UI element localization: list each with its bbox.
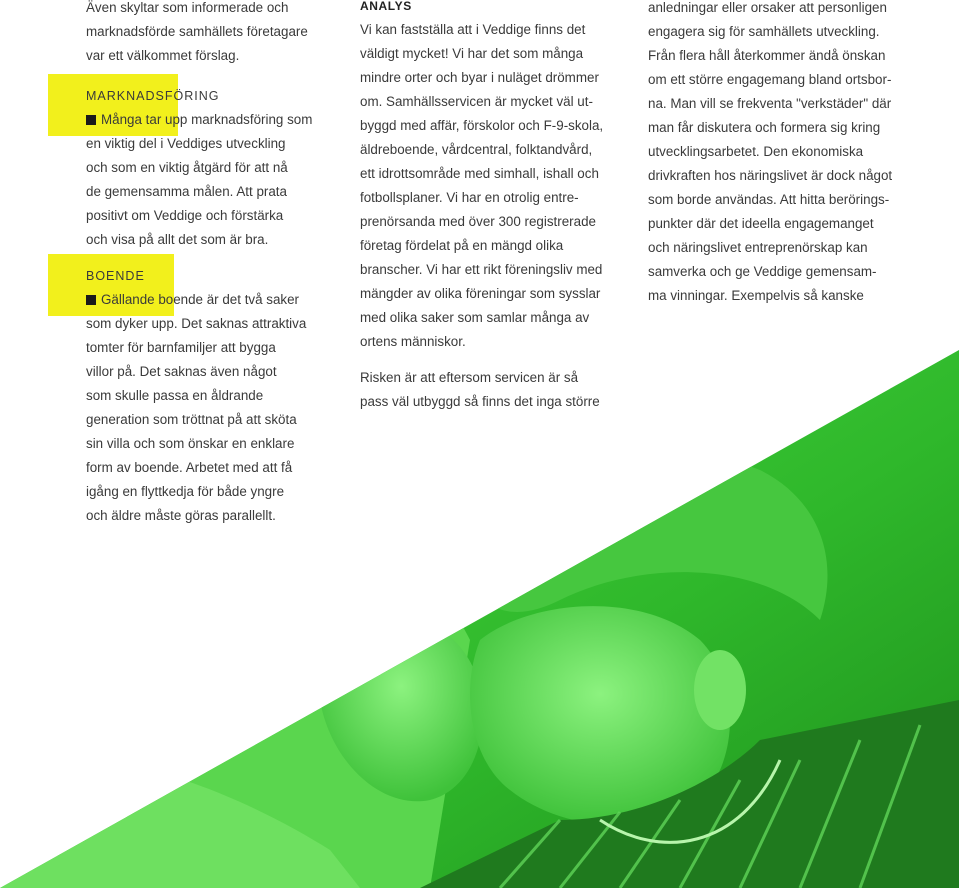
paragraph-line: pass väl utbyggd så finns det inga större — [360, 394, 600, 409]
paragraph-line: mindre orter och byar i nuläget drömmer — [360, 70, 599, 85]
paragraph-line: företag fördelat på en mängd olika — [360, 238, 564, 253]
paragraph-line: ortens människor. — [360, 334, 466, 349]
paragraph-line: ma vinningar. Exempelvis så kanske — [648, 288, 864, 303]
paragraph-line: Vi kan fastställa att i Veddige finns det — [360, 22, 586, 37]
paragraph-line: punkter där det ideella engagemanget — [648, 216, 874, 231]
paragraph-line: äldreboende, vårdcentral, folktandvård, — [360, 142, 593, 157]
paragraph-line: med olika saker som samlar många av — [360, 310, 590, 325]
paragraph-line: och visa på allt det som är bra. — [86, 232, 269, 247]
paragraph-line: väldigt mycket! Vi har det som många — [360, 46, 584, 61]
paragraph-line: sin villa och som önskar en enklare — [86, 436, 295, 451]
paragraph-line: om. Samhällsservicen är mycket väl ut- — [360, 94, 593, 109]
paragraph-line: Risken är att eftersom servicen är så — [360, 370, 579, 385]
paragraph-line: och äldre måste göras parallellt. — [86, 508, 276, 523]
paragraph-line: tomter för barnfamiljer att bygga — [86, 340, 276, 355]
paragraph-line: villor på. Det saknas även något — [86, 364, 277, 379]
paragraph-line: och näringslivet entreprenörskap kan — [648, 240, 868, 255]
paragraph-line: byggd med affär, förskolor och F-9-skola, — [360, 118, 604, 133]
intro-line: Även skyltar som informerade och — [86, 0, 289, 15]
paragraph-line: na. Man vill se frekventa "verkstäder" där — [648, 96, 892, 111]
paragraph-line: som borde användas. Att hitta berörings- — [648, 192, 890, 207]
intro-line: var ett välkommet förslag. — [86, 48, 240, 63]
paragraph-line: om ett större engagemang bland ortsbor- — [648, 72, 892, 87]
paragraph-line: drivkraften hos näringslivet är dock något — [648, 168, 893, 183]
paragraph-line: Många tar upp marknadsföring som — [86, 108, 326, 132]
paragraph-line: som dyker upp. Det saknas attraktiva — [86, 316, 307, 331]
paragraph-line: som skulle passa en åldrande — [86, 388, 264, 403]
paragraph-line: positivt om Veddige och förstärka — [86, 208, 284, 223]
paragraph-line: generation som tröttnat på att sköta — [86, 412, 297, 427]
paragraph-line: engagera sig för samhällets utveckling. — [648, 24, 880, 39]
section-heading-analys: ANALYS — [360, 0, 412, 13]
paragraph-line: igång en flyttkedja för både yngre — [86, 484, 285, 499]
paragraph-line: anledningar eller orsaker att personligen — [648, 0, 887, 15]
paragraph-line: utvecklingsarbetet. Den ekonomiska — [648, 144, 864, 159]
paragraph-line: Gällande boende är det två saker — [86, 288, 326, 312]
paragraph-line: fotbollsplaner. Vi har en otrolig entre- — [360, 190, 579, 205]
paragraph-line: man får diskutera och formera sig kring — [648, 120, 881, 135]
paragraph-line: Från flera håll återkommer ändå önskan — [648, 48, 886, 63]
paragraph-line: ett idrottsområde med simhall, ishall och — [360, 166, 599, 181]
paragraph-line: och som en viktig åtgärd för att nå — [86, 160, 288, 175]
section-heading: MARKNADSFÖRING — [86, 89, 220, 103]
paragraph-line: samverka och ge Veddige gemensam- — [648, 264, 877, 279]
paragraph-line: prenörsanda med över 300 registrerade — [360, 214, 596, 229]
section-heading: BOENDE — [86, 269, 145, 283]
paragraph-line: form av boende. Arbetet med att få — [86, 460, 293, 475]
intro-line: marknadsförde samhällets företagare — [86, 24, 308, 39]
paragraph-line: branscher. Vi har ett rikt föreningsliv med — [360, 262, 603, 277]
paragraph-line: de gemensamma målen. Att prata — [86, 184, 287, 199]
paragraph-line: en viktig del i Veddiges utveckling — [86, 136, 286, 151]
paragraph-line: mängder av olika föreningar som sysslar — [360, 286, 601, 301]
